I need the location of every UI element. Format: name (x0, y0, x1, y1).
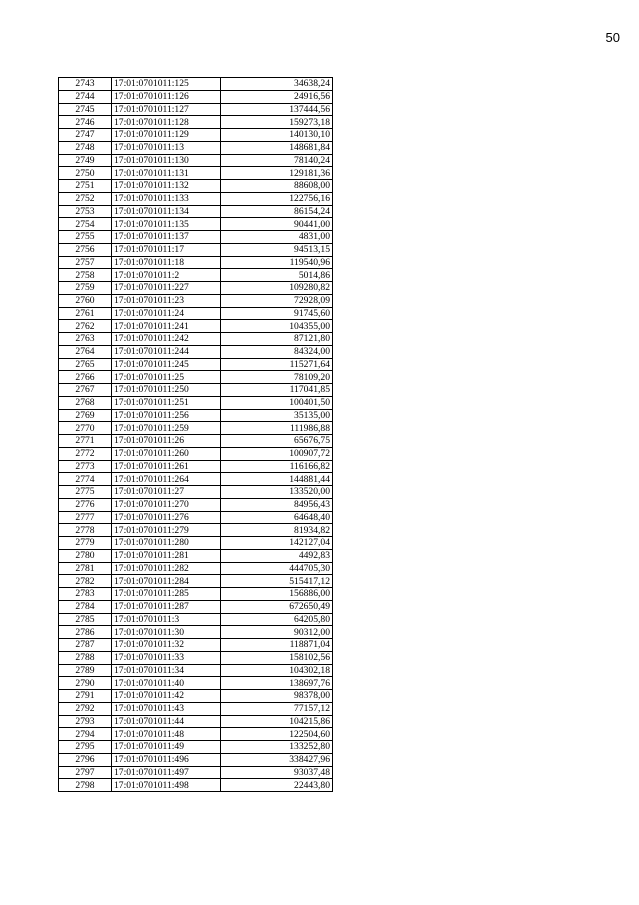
table-row (59, 371, 333, 384)
table-row (59, 779, 333, 792)
cadastral-number: 17:01:0701011:34 (112, 664, 221, 677)
table-row (59, 90, 333, 103)
cadastral-number: 17:01:0701011:497 (112, 766, 221, 779)
cadastral-value: 148681,84 (221, 141, 333, 154)
row-number: 2749 (59, 154, 112, 167)
row-number: 2755 (59, 231, 112, 244)
row-number: 2746 (59, 116, 112, 129)
cadastral-value: 142127,04 (221, 537, 333, 550)
row-number: 2792 (59, 702, 112, 715)
row-number: 2763 (59, 333, 112, 346)
cadastral-value: 100401,50 (221, 396, 333, 409)
cadastral-value: 90312,00 (221, 626, 333, 639)
cadastral-number: 17:01:0701011:25 (112, 371, 221, 384)
cadastral-number: 17:01:0701011:496 (112, 753, 221, 766)
row-number: 2791 (59, 690, 112, 703)
table-row (59, 294, 333, 307)
row-number: 2790 (59, 677, 112, 690)
cadastral-value: 104355,00 (221, 320, 333, 333)
cadastral-number: 17:01:0701011:280 (112, 537, 221, 550)
cadastral-value: 444705,30 (221, 562, 333, 575)
row-number: 2751 (59, 180, 112, 193)
row-number: 2773 (59, 460, 112, 473)
cadastral-number: 17:01:0701011:284 (112, 575, 221, 588)
cadastral-number: 17:01:0701011:259 (112, 422, 221, 435)
row-number: 2760 (59, 294, 112, 307)
table-row (59, 473, 333, 486)
cadastral-value: 81934,82 (221, 524, 333, 537)
table-row (59, 180, 333, 193)
row-number: 2756 (59, 243, 112, 256)
cadastral-number: 17:01:0701011:129 (112, 129, 221, 142)
row-number: 2782 (59, 575, 112, 588)
row-number: 2774 (59, 473, 112, 486)
cadastral-number: 17:01:0701011:498 (112, 779, 221, 792)
table-row (59, 141, 333, 154)
cadastral-number: 17:01:0701011:282 (112, 562, 221, 575)
table-row (59, 715, 333, 728)
table-row (59, 677, 333, 690)
row-number: 2780 (59, 549, 112, 562)
table-row (59, 600, 333, 613)
cadastral-number: 17:01:0701011:270 (112, 498, 221, 511)
row-number: 2769 (59, 409, 112, 422)
cadastral-value: 144881,44 (221, 473, 333, 486)
row-number: 2772 (59, 447, 112, 460)
table-row (59, 78, 333, 91)
row-number: 2767 (59, 384, 112, 397)
cadastral-value: 34638,24 (221, 78, 333, 91)
cadastral-number: 17:01:0701011:125 (112, 78, 221, 91)
cadastral-value: 104215,86 (221, 715, 333, 728)
table-row (59, 167, 333, 180)
table-row (59, 511, 333, 524)
table-row (59, 409, 333, 422)
row-number: 2794 (59, 728, 112, 741)
row-number: 2787 (59, 639, 112, 652)
cadastral-value-table (58, 77, 333, 792)
row-number: 2744 (59, 90, 112, 103)
row-number: 2784 (59, 600, 112, 613)
cadastral-number: 17:01:0701011:133 (112, 192, 221, 205)
cadastral-number: 17:01:0701011:3 (112, 613, 221, 626)
cadastral-number: 17:01:0701011:126 (112, 90, 221, 103)
cadastral-value: 87121,80 (221, 333, 333, 346)
table-row (59, 396, 333, 409)
cadastral-value: 122504,60 (221, 728, 333, 741)
table-row (59, 639, 333, 652)
table-row (59, 537, 333, 550)
row-number: 2750 (59, 167, 112, 180)
row-number: 2759 (59, 282, 112, 295)
cadastral-number: 17:01:0701011:250 (112, 384, 221, 397)
table-row (59, 231, 333, 244)
table-row (59, 460, 333, 473)
row-number: 2786 (59, 626, 112, 639)
table-row (59, 345, 333, 358)
cadastral-number: 17:01:0701011:256 (112, 409, 221, 422)
row-number: 2745 (59, 103, 112, 116)
cadastral-value: 4831,00 (221, 231, 333, 244)
table-row (59, 753, 333, 766)
cadastral-value: 133520,00 (221, 486, 333, 499)
table-row (59, 307, 333, 320)
table-row (59, 218, 333, 231)
row-number: 2775 (59, 486, 112, 499)
cadastral-number: 17:01:0701011:13 (112, 141, 221, 154)
cadastral-value: 88608,00 (221, 180, 333, 193)
table-row (59, 129, 333, 142)
row-number: 2798 (59, 779, 112, 792)
table-row (59, 562, 333, 575)
cadastral-number: 17:01:0701011:128 (112, 116, 221, 129)
cadastral-value: 159273,18 (221, 116, 333, 129)
cadastral-number: 17:01:0701011:18 (112, 256, 221, 269)
cadastral-number: 17:01:0701011:49 (112, 741, 221, 754)
cadastral-value: 94513,15 (221, 243, 333, 256)
row-number: 2796 (59, 753, 112, 766)
cadastral-number: 17:01:0701011:24 (112, 307, 221, 320)
table-row (59, 613, 333, 626)
row-number: 2779 (59, 537, 112, 550)
cadastral-value: 133252,80 (221, 741, 333, 754)
cadastral-number: 17:01:0701011:42 (112, 690, 221, 703)
table-row (59, 333, 333, 346)
cadastral-number: 17:01:0701011:131 (112, 167, 221, 180)
cadastral-value: 156886,00 (221, 588, 333, 601)
cadastral-value: 104302,18 (221, 664, 333, 677)
cadastral-number: 17:01:0701011:44 (112, 715, 221, 728)
cadastral-value: 84324,00 (221, 345, 333, 358)
cadastral-value: 111986,88 (221, 422, 333, 435)
cadastral-number: 17:01:0701011:135 (112, 218, 221, 231)
cadastral-number: 17:01:0701011:137 (112, 231, 221, 244)
cadastral-value: 5014,86 (221, 269, 333, 282)
cadastral-value: 22443,80 (221, 779, 333, 792)
table-row (59, 282, 333, 295)
cadastral-value: 77157,12 (221, 702, 333, 715)
row-number: 2781 (59, 562, 112, 575)
cadastral-number: 17:01:0701011:33 (112, 651, 221, 664)
table-row (59, 269, 333, 282)
row-number: 2762 (59, 320, 112, 333)
cadastral-number: 17:01:0701011:244 (112, 345, 221, 358)
cadastral-number: 17:01:0701011:23 (112, 294, 221, 307)
table-row (59, 192, 333, 205)
cadastral-value: 84956,43 (221, 498, 333, 511)
cadastral-number: 17:01:0701011:134 (112, 205, 221, 218)
table-row (59, 422, 333, 435)
row-number: 2766 (59, 371, 112, 384)
cadastral-number: 17:01:0701011:281 (112, 549, 221, 562)
table-body (59, 78, 333, 792)
table-row (59, 256, 333, 269)
row-number: 2789 (59, 664, 112, 677)
row-number: 2761 (59, 307, 112, 320)
cadastral-value: 4492,83 (221, 549, 333, 562)
row-number: 2783 (59, 588, 112, 601)
cadastral-value: 86154,24 (221, 205, 333, 218)
cadastral-number: 17:01:0701011:127 (112, 103, 221, 116)
row-number: 2776 (59, 498, 112, 511)
cadastral-value: 100907,72 (221, 447, 333, 460)
table-row (59, 766, 333, 779)
cadastral-value: 129181,36 (221, 167, 333, 180)
row-number: 2797 (59, 766, 112, 779)
row-number: 2752 (59, 192, 112, 205)
row-number: 2754 (59, 218, 112, 231)
cadastral-value: 138697,76 (221, 677, 333, 690)
cadastral-value: 338427,96 (221, 753, 333, 766)
cadastral-number: 17:01:0701011:27 (112, 486, 221, 499)
cadastral-value: 137444,56 (221, 103, 333, 116)
table-row (59, 103, 333, 116)
table-row (59, 205, 333, 218)
cadastral-value: 98378,00 (221, 690, 333, 703)
row-number: 2785 (59, 613, 112, 626)
cadastral-value: 72928,09 (221, 294, 333, 307)
row-number: 2778 (59, 524, 112, 537)
cadastral-number: 17:01:0701011:30 (112, 626, 221, 639)
cadastral-value: 119540,96 (221, 256, 333, 269)
cadastral-number: 17:01:0701011:32 (112, 639, 221, 652)
cadastral-number: 17:01:0701011:245 (112, 358, 221, 371)
row-number: 2777 (59, 511, 112, 524)
row-number: 2793 (59, 715, 112, 728)
row-number: 2747 (59, 129, 112, 142)
cadastral-number: 17:01:0701011:241 (112, 320, 221, 333)
cadastral-value: 78109,20 (221, 371, 333, 384)
cadastral-value: 158102,56 (221, 651, 333, 664)
cadastral-value: 515417,12 (221, 575, 333, 588)
cadastral-value: 91745,60 (221, 307, 333, 320)
table-row (59, 486, 333, 499)
table-row (59, 498, 333, 511)
cadastral-value: 65676,75 (221, 435, 333, 448)
cadastral-value: 140130,10 (221, 129, 333, 142)
cadastral-value: 78140,24 (221, 154, 333, 167)
row-number: 2757 (59, 256, 112, 269)
table-row (59, 728, 333, 741)
cadastral-number: 17:01:0701011:132 (112, 180, 221, 193)
cadastral-value: 64205,80 (221, 613, 333, 626)
table-row (59, 575, 333, 588)
row-number: 2758 (59, 269, 112, 282)
cadastral-value: 122756,16 (221, 192, 333, 205)
row-number: 2765 (59, 358, 112, 371)
cadastral-value: 93037,48 (221, 766, 333, 779)
table-row (59, 588, 333, 601)
table-row (59, 320, 333, 333)
table-row (59, 690, 333, 703)
cadastral-number: 17:01:0701011:279 (112, 524, 221, 537)
cadastral-number: 17:01:0701011:48 (112, 728, 221, 741)
table-row (59, 651, 333, 664)
cadastral-number: 17:01:0701011:287 (112, 600, 221, 613)
cadastral-value: 118871,04 (221, 639, 333, 652)
cadastral-value: 35135,00 (221, 409, 333, 422)
cadastral-value: 117041,85 (221, 384, 333, 397)
cadastral-number: 17:01:0701011:285 (112, 588, 221, 601)
cadastral-number: 17:01:0701011:43 (112, 702, 221, 715)
cadastral-value: 90441,00 (221, 218, 333, 231)
table-row (59, 116, 333, 129)
row-number: 2743 (59, 78, 112, 91)
cadastral-number: 17:01:0701011:40 (112, 677, 221, 690)
row-number: 2788 (59, 651, 112, 664)
cadastral-number: 17:01:0701011:227 (112, 282, 221, 295)
table-row (59, 524, 333, 537)
row-number: 2771 (59, 435, 112, 448)
row-number: 2753 (59, 205, 112, 218)
cadastral-number: 17:01:0701011:251 (112, 396, 221, 409)
cadastral-number: 17:01:0701011:242 (112, 333, 221, 346)
table-row (59, 435, 333, 448)
row-number: 2795 (59, 741, 112, 754)
cadastral-value: 24916,56 (221, 90, 333, 103)
row-number: 2768 (59, 396, 112, 409)
table-row (59, 243, 333, 256)
cadastral-number: 17:01:0701011:26 (112, 435, 221, 448)
cadastral-number: 17:01:0701011:260 (112, 447, 221, 460)
table-row (59, 549, 333, 562)
cadastral-number: 17:01:0701011:17 (112, 243, 221, 256)
row-number: 2770 (59, 422, 112, 435)
table-row (59, 384, 333, 397)
page-number: 50 (605, 30, 620, 45)
table-row (59, 702, 333, 715)
row-number: 2764 (59, 345, 112, 358)
table-row (59, 741, 333, 754)
cadastral-number: 17:01:0701011:276 (112, 511, 221, 524)
cadastral-number: 17:01:0701011:2 (112, 269, 221, 282)
cadastral-number: 17:01:0701011:261 (112, 460, 221, 473)
table-row (59, 358, 333, 371)
cadastral-value: 672650,49 (221, 600, 333, 613)
table-row (59, 154, 333, 167)
cadastral-number: 17:01:0701011:130 (112, 154, 221, 167)
table-row (59, 664, 333, 677)
cadastral-value: 64648,40 (221, 511, 333, 524)
cadastral-value: 116166,82 (221, 460, 333, 473)
table-row (59, 447, 333, 460)
cadastral-value: 115271,64 (221, 358, 333, 371)
row-number: 2748 (59, 141, 112, 154)
table-row (59, 626, 333, 639)
cadastral-number: 17:01:0701011:264 (112, 473, 221, 486)
cadastral-value: 109280,82 (221, 282, 333, 295)
